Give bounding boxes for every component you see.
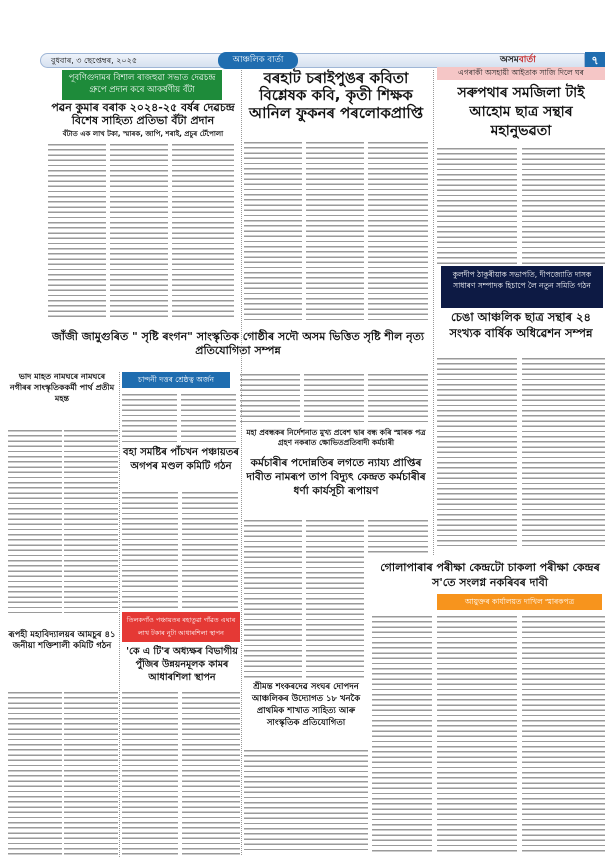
a1-body-col3 [172, 142, 234, 317]
a3-body-col2 [522, 146, 605, 266]
a8-body-col1 [244, 518, 302, 678]
a1-body-col1 [48, 142, 106, 317]
a7-body-col2 [182, 490, 238, 610]
a11-body-col1 [8, 690, 62, 855]
a3-kicker: এগৰাকী অসহায়ী আইতাক সাজি দিলে ঘৰ [437, 67, 605, 80]
a10-headline: 'কে এ টি'ৰ অধ্যক্ষৰ বিভাগীয় পুঁজিৰ উন্নয়নমূলক কামৰ আধাৰশিলা স্থাপন [126, 646, 238, 683]
a10-body-col1 [122, 690, 178, 855]
section-tab: আঞ্চলিক বাৰ্তা [218, 52, 298, 69]
a9-body-col2 [437, 614, 517, 854]
a8-kicker: মহা প্ৰবন্ধকৰ নিৰ্দেশনাত মুখ্য প্ৰবেশ দ্বাৰ বন্ধ কৰি স্মাৰক পত্ৰ গ্ৰহণ নকৰাত ক্ষোভিতপ্ৰতিবাদী কৰ্মচাৰী [244, 428, 428, 448]
a8-headline: কৰ্মচাৰীৰ পদোন্নতিৰ লগতে ন্যায্য প্ৰাপ্তিৰ দাবীত নামৰূপ তাপ বিদ্যুৎ কেন্দ্ৰত কৰ্মচাৰীৰ ধৰ্ণা কাৰ্যসূচী ৰূপায়ণ [244, 456, 428, 499]
a9-headline: গোলাপাৰাৰ পৰীক্ষা কেন্দ্ৰটো চাকলা পৰীক্ষা কেন্দ্ৰৰ স'তে সংলগ্ন নকৰিবৰ দাবী [380, 561, 600, 590]
a8-body-col2 [306, 518, 364, 678]
a4-body-col2 [181, 392, 236, 442]
column-rule [241, 70, 242, 855]
a12-body [244, 748, 368, 853]
a7-body-col1 [122, 490, 178, 610]
a7-headline: বহা সমষ্টিৰ পাঁচখন পঞ্চায়তৰ অগপৰ মণ্ডল কমিটি গঠন [123, 447, 239, 472]
a4-kicker: চান্দনী দত্তৰ শ্ৰেষ্ঠত্ব অৰ্জন [122, 372, 230, 388]
a11-headline: ৰূপহী মহাবিদ্যালয়ৰ আমচুৰ ৪১ জনীয়া শক্তিশালী কমিটি গঠন [8, 630, 116, 652]
a4-body-col3 [240, 372, 300, 422]
a6-kicker: কুলদীপ ঠাকুৰীয়াক সভাপতি, দীপজ্যোতি দাসক সাধাৰণ সম্পাদক হিচাপে লৈ নতুন সমিতি গঠন [441, 266, 603, 308]
a3-headline: সৰুপথাৰ সমজিলা টাই আহোম ছাত্ৰ সন্থাৰ মহানুভৱতা [457, 85, 585, 139]
a2-body-col1 [244, 140, 302, 320]
a2-headline: বৰহাট চৰাইপুঙৰ কবিতা বিশ্লেষক কবি, কৃতী শিক্ষক আনিল ফুকনৰ পৰলোকপ্ৰাপ্তি [248, 69, 424, 122]
issue-date: বুধবাৰ, ৩ ছেপ্তেম্বৰ, ২০২৫ [51, 56, 138, 65]
a9-body-col1 [372, 614, 432, 854]
page-number: ৭ [585, 52, 605, 69]
a3-body-col1 [437, 146, 517, 266]
a12-headline: শ্ৰীমন্ত শংকৰদেৱ সংঘৰ দোপদন আঞ্চলিকৰ উদ্যোগত ১৮ খনকৈ প্ৰাথমিক শাখাত সাহিত্য আৰু সাংস্কৃতিক প্ৰতিযোগিতা [251, 682, 361, 728]
a1-headline: পৱন কুমাৰ বৰাক ২০২৪-২৫ বৰ্ষৰ দেৱচন্দ্ৰ বিশেষ সাহিত্য প্ৰতিভা বঁটা প্ৰদান [51, 101, 235, 127]
a10-body-col2 [182, 690, 240, 855]
a9-body-col3 [522, 614, 605, 854]
column-rule [119, 372, 120, 857]
newspaper-logo [500, 52, 536, 68]
a1-body-col2 [110, 142, 168, 317]
a4-body-col4 [304, 372, 364, 422]
a8-body-col3 [368, 518, 428, 556]
a5-headline: ভাদ মাহত নামঘৰে নামঘৰে নগীৰৰ সাংস্কৃতিককৰ্মী পাৰ্থ প্ৰতীম মহন্ত [9, 372, 115, 403]
a6-body-col1 [437, 356, 517, 546]
a2-body-col3 [368, 140, 428, 320]
a10-kicker: তিলকগাঁও পঞ্চায়তৰ ৰহাতুৱা গাঁৱত এঘাৰ লাখ টকাৰ নুটা আধাৰশিলা স্থাপন [122, 612, 240, 642]
a4-body-col1 [122, 392, 177, 442]
a1-subhead: বঁটাত এক লাখ টকা, স্মাৰক, জাপি, শৰাই, প্ৰচুৰ টেঁপোলা [62, 130, 224, 138]
a4-body-col5 [368, 372, 428, 422]
a2-body-col2 [306, 140, 364, 320]
column-rule [433, 70, 434, 555]
logo-accent: বাৰ্তা [518, 55, 536, 65]
a1-kicker: পূবণিগুদামৰ বিশাল ৰাজহুৱা সভাত দেৱচন্দ্ৰ গ্ৰুপে প্ৰদান কৰে আকৰ্ষণীয় বঁটা [62, 70, 222, 100]
a9-kicker: আয়ুক্তৰ কাৰ্যালয়ত দাখিল স্মাৰকপত্ৰ [437, 594, 602, 610]
a6-headline: চেঙা আঞ্চলিক ছাত্ৰ সন্থাৰ ২৪ সংখ্যক বাৰ্ষিক অধিৱেশন সম্পন্ন [449, 310, 593, 340]
a6-body-col2 [522, 356, 605, 546]
a5-body-col1 [8, 428, 62, 613]
logo-text: অসম [500, 55, 519, 65]
a4-headline: জাঁজী জামুগুৰিত " সৃষ্টি ৰংগন" সাংস্কৃতিক গোষ্ঠীৰ সদৌ অসম ভিত্তিত সৃষ্টি শীল নৃত্য প্ৰতিযোগিতা সম্পন্ন [51, 330, 425, 358]
a5-body-col2 [64, 428, 118, 613]
a11-body-col2 [64, 690, 118, 855]
